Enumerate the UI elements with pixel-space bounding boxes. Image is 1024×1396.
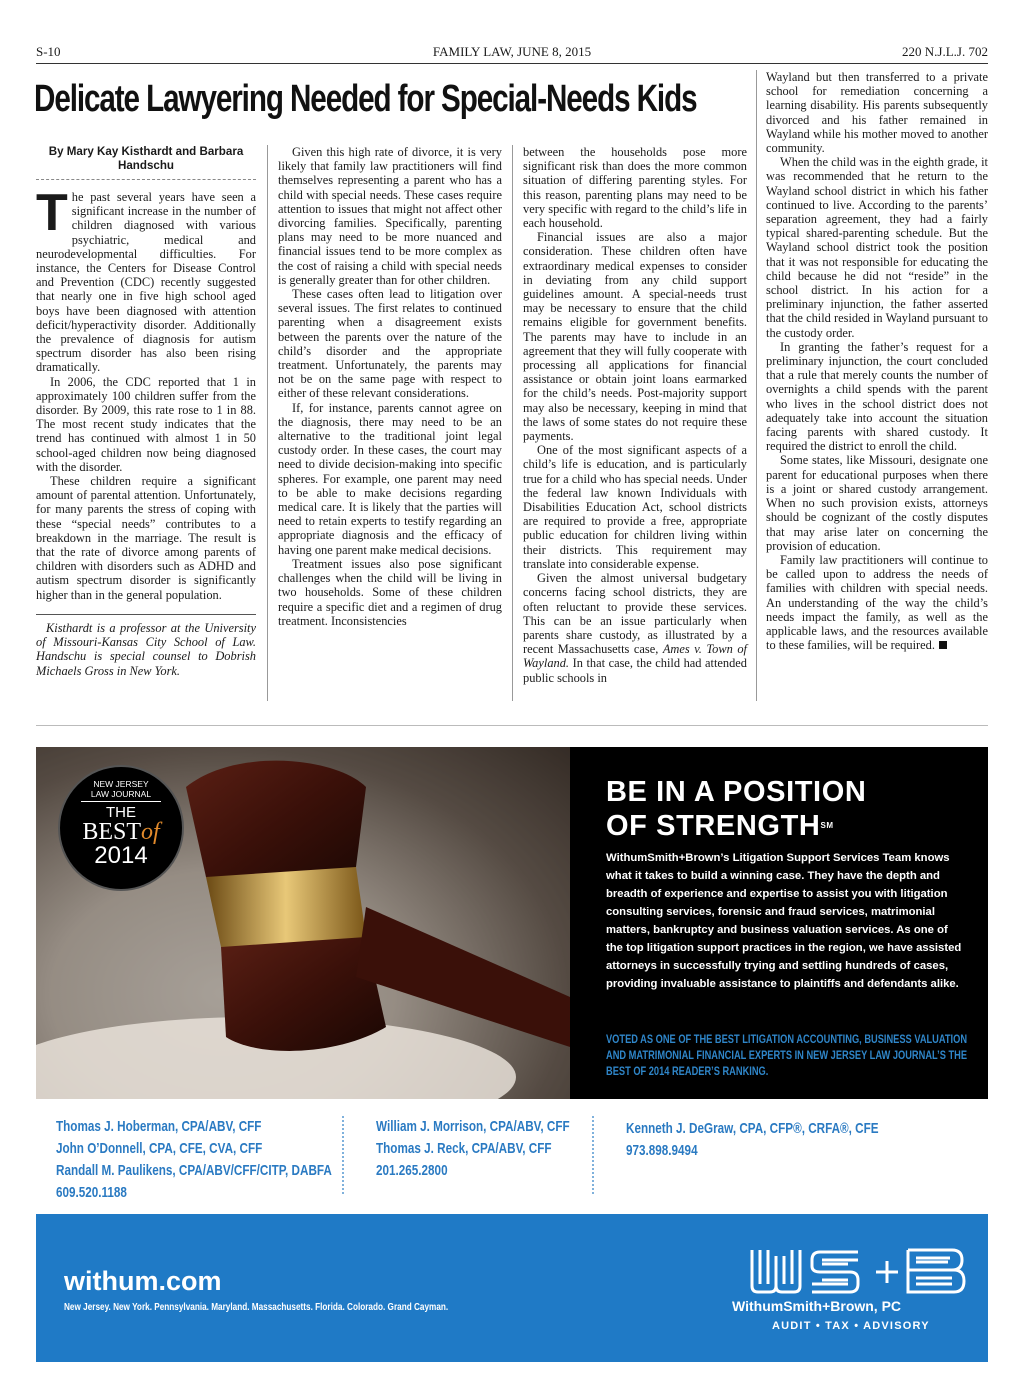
service-mark: SM: [820, 821, 834, 830]
contact-phone: 973.898.9494: [626, 1142, 698, 1159]
wsb-logo-icon: [748, 1246, 968, 1296]
firm-tagline: AUDIT • TAX • ADVISORY: [772, 1320, 930, 1332]
ad-headline-line: BE IN A POSITION: [606, 776, 867, 808]
section-date: FAMILY LAW, JUNE 8, 2015: [432, 44, 592, 59]
ad-contacts: [36, 1116, 988, 1206]
article-headline: Delicate Lawyering Needed for Special-Needs Kids: [34, 78, 697, 120]
paragraph: he past several years have seen a significant increase in the number of children diagnosed with various psychiatric, medical and neurodevelopmental difficulties. For instance, the Centers for Disease Control and Prevention (CDC) recently suggested that nearly one in five high school aged boys have been diagnosed with attention deficit/hyperactivity disorder. Additionally the prevalence of diagnosis for autism spectrum disorder has also been rising dramatically.: [36, 190, 256, 375]
paragraph: between the households pose more significant risk than does the more common situation of differing parenting styles. For this reason, parenting plans may need to be very specific with regard to the child’s life in each household.: [523, 145, 747, 231]
paragraph: These cases often lead to litigation over several issues. The first relates to continued parenting when a disagreement exists between the parents over the nature of the child’s disorder and the appropriate treatment. Unfortunately, the parents may not be on the same page with respect to either of these relevant considerations.: [278, 287, 502, 401]
badge-best: BESTof: [82, 819, 160, 845]
ad-footer-banner: [36, 1214, 988, 1362]
column-divider: [512, 145, 513, 701]
header-rule: [36, 63, 988, 64]
contact-group: [376, 1116, 570, 1182]
contact-group: [626, 1118, 879, 1162]
paragraph: In 2006, the CDC reported that 1 in approximately 100 children suffer from the disorder. By 2009, this rate rose to 1 in 88. The most recent study indicates that the trend has continued with almost 1 in 50 school-aged children now being diagnosed with the disorder.: [36, 374, 256, 474]
contact-phone: 609.520.1188: [56, 1184, 127, 1201]
paragraph: [766, 553, 988, 652]
badge-line: NEW JERSEY: [93, 779, 149, 789]
website-link[interactable]: withum.com: [64, 1266, 222, 1296]
badge-the: THE: [81, 801, 161, 821]
contact-line: John O’Donnell, CPA, CFE, CVA, CFF: [56, 1140, 263, 1157]
ad-award-text: VOTED AS ONE OF THE BEST LITIGATION ACCOUNTING, BUSINESS VALUATION AND MATRIMONIAL FINANCIAL EXPERTS IN NEW JERSEY LAW JOURNAL’S THE BEST OF 2014 READER’S RANKING.: [606, 1033, 968, 1078]
drop-cap: T: [36, 184, 68, 242]
ad-text-panel: [570, 747, 988, 1099]
article-column-1: [36, 145, 256, 678]
paragraph: Wayland but then transferred to a private school for remediation concerning a learning disability. His parents subsequently divorced and his father remained in Wayland while his mother moved to another community.: [766, 70, 988, 156]
contact-line: Randall M. Paulikens, CPA/ABV/CFF/CITP, DABFA: [56, 1162, 332, 1179]
page-header: [36, 44, 988, 62]
paragraph: Some states, like Missouri, designate one parent for educational purposes when there is a joint or shared custody arrangement. When no such provision exists, attorneys should be cognizant of the costly disputes that may arise later on concerning the provision of education.: [766, 453, 988, 553]
ad-headline: [606, 775, 866, 843]
paragraph: When the child was in the eighth grade, it was recommended that he return to the Wayland school district in which his father continued to live. According to the parents’ separation agreement, they had a fairly typical shared-parenting schedule. But the Wayland school district took the position that it was not responsible for educating the child because he did not “reside” in the school district. In his action for a preliminary injunction, the father asserted that the child resided in Wayland pursuant to the custody order.: [766, 155, 988, 340]
office-locations: New Jersey. New York. Pennsylvania. Maryland. Massachusetts. Florida. Colorado. Grand Cayman.: [64, 1302, 449, 1313]
citation: 220 N.J.L.J. 702: [902, 44, 988, 59]
contact-line: Thomas J. Reck, CPA/ABV, CFF: [376, 1140, 552, 1157]
paragraph: [523, 571, 747, 685]
contact-line: William J. Morrison, CPA/ABV, CFF: [376, 1118, 570, 1135]
article-column-3: [523, 145, 747, 685]
paragraph: In granting the father’s request for a preliminary injunction, the court concluded that a rule that merely counts the number of overnights a child spends with the parent who lives in the school district does not adequately take into account the situation facing parents with shared custody. It required the district to enroll the child.: [766, 339, 988, 454]
column-divider: [267, 145, 268, 701]
end-mark-icon: [939, 641, 947, 649]
contact-divider: [342, 1116, 344, 1194]
paragraph: One of the most significant aspects of a child’s life is education, and is particularly true for a child who has special needs. Under the federal law known Individuals with Disabilities Education Act, school districts are required to provide a free, appropriate public education for children living within their districts. This requirement may translate into considerable expense.: [523, 443, 747, 571]
page-number: S-10: [36, 44, 61, 59]
column-divider: [756, 70, 757, 701]
contact-line: Kenneth J. DeGraw, CPA, CFP®, CRFA®, CFE: [626, 1120, 879, 1137]
badge-line: LAW JOURNAL: [90, 789, 152, 799]
firm-name: WithumSmith+Brown, PC: [732, 1298, 902, 1314]
paragraph-text: Family law practitioners will continue to be called upon to address the needs of families with children with special needs. An understanding of the way the child’s needs impact the family, as well as the applicable laws, and the resources available to these families, will be required.: [766, 552, 988, 653]
paragraph-text: Given the almost universal budgetary concerns facing school districts, they are often reluctant to provide these services. This can be an issue particularly when parents share custody, as illustrated by a recent Massachusetts case,: [523, 571, 747, 657]
byline: By Mary Kay Kisthardt and Barbara Handschu: [36, 145, 256, 180]
author-bio: [36, 614, 256, 678]
best-of-badge: [58, 765, 184, 891]
badge-year: 2014: [94, 842, 148, 869]
gavel-photo: [36, 747, 570, 1099]
contact-group: [56, 1116, 332, 1204]
contact-divider: [592, 1116, 594, 1194]
paragraph: Given this high rate of divorce, it is very likely that family law practitioners will find themselves representing a parent who has a child with special needs. These cases require attention to issues that might not affect other divorcing families. Specifically, parenting plans may need to be more nuanced and financial issues tend to be more complex as the cost of raising a child with special needs is generally greater than for other children.: [278, 145, 502, 287]
contact-line: Thomas J. Hoberman, CPA/ABV, CFF: [56, 1118, 262, 1135]
ad-headline-line: OF STRENGTH℠: [606, 810, 834, 842]
ad-body-text: WithumSmith+Brown’s Litigation Support Services Team knows what it takes to build a winning case. They have the depth and breadth of experience and expertise to assist you with litigation consulting services, forensic and fraud services, matrimonial matters, bankruptcy and business valuation services. As one of the top litigation support practices in the region, we have assisted attorneys in successfully trying and settling hundreds of cases, providing invaluable assistance to plaintiffs and defendants alike.: [606, 852, 962, 990]
paragraph: These children require a significant amount of parental attention. Unfortunately, for many parents the stress of coping with these “special needs” contributes to a breakdown in the marriage. The result is that the rate of divorce among parents of children with disorders such as ADHD and autism spectrum disorder is significantly higher than in the general population.: [36, 474, 256, 602]
paragraph: If, for instance, parents cannot agree on the diagnosis, there may need to be an alternative to the traditional joint legal custody order. In these cases, the court may need to divide decision-making into specific spheres. For example, one parent may need to be able to make decisions regarding medical care. It is likely that the parties will need to retain experts to testify regarding an appropriate diagnosis and the efficacy of having one parent make medical decisions.: [278, 400, 502, 557]
article-column-2: [278, 145, 502, 628]
article-column-4: [766, 70, 988, 652]
paragraph-text: In that case, the child had attended public schools in: [523, 656, 747, 685]
case-name: Ames v. Town of Wayland.: [523, 642, 747, 671]
paragraph: Treatment issues also pose significant challenges when the child will be living in two households. Some of these children require a specific diet and a regimen of drug treatment. Inconsistencies: [278, 556, 502, 628]
bio-text: Kisthardt is a professor at the University of Missouri-Kansas City School of Law. Handschu is special counsel to Dobrish Michaels Gross in New York.: [36, 620, 256, 678]
paragraph: Financial issues are also a major consideration. These children often have extraordinary medical expenses to consider in deviating from any child support guidelines amount. A special-needs trust may be necessary to ensure that the child remains eligible for government benefits. The parents may have to include in an agreement that they will fully cooperate with processing all applications for financial assistance or obtain joint loans earmarked for the child’s needs. Post-majority support may also be necessary, keeping in mind that the laws of some states do not require these payments.: [523, 230, 747, 444]
ad-separator-rule: [36, 725, 988, 726]
contact-phone: 201.265.2800: [376, 1162, 448, 1179]
